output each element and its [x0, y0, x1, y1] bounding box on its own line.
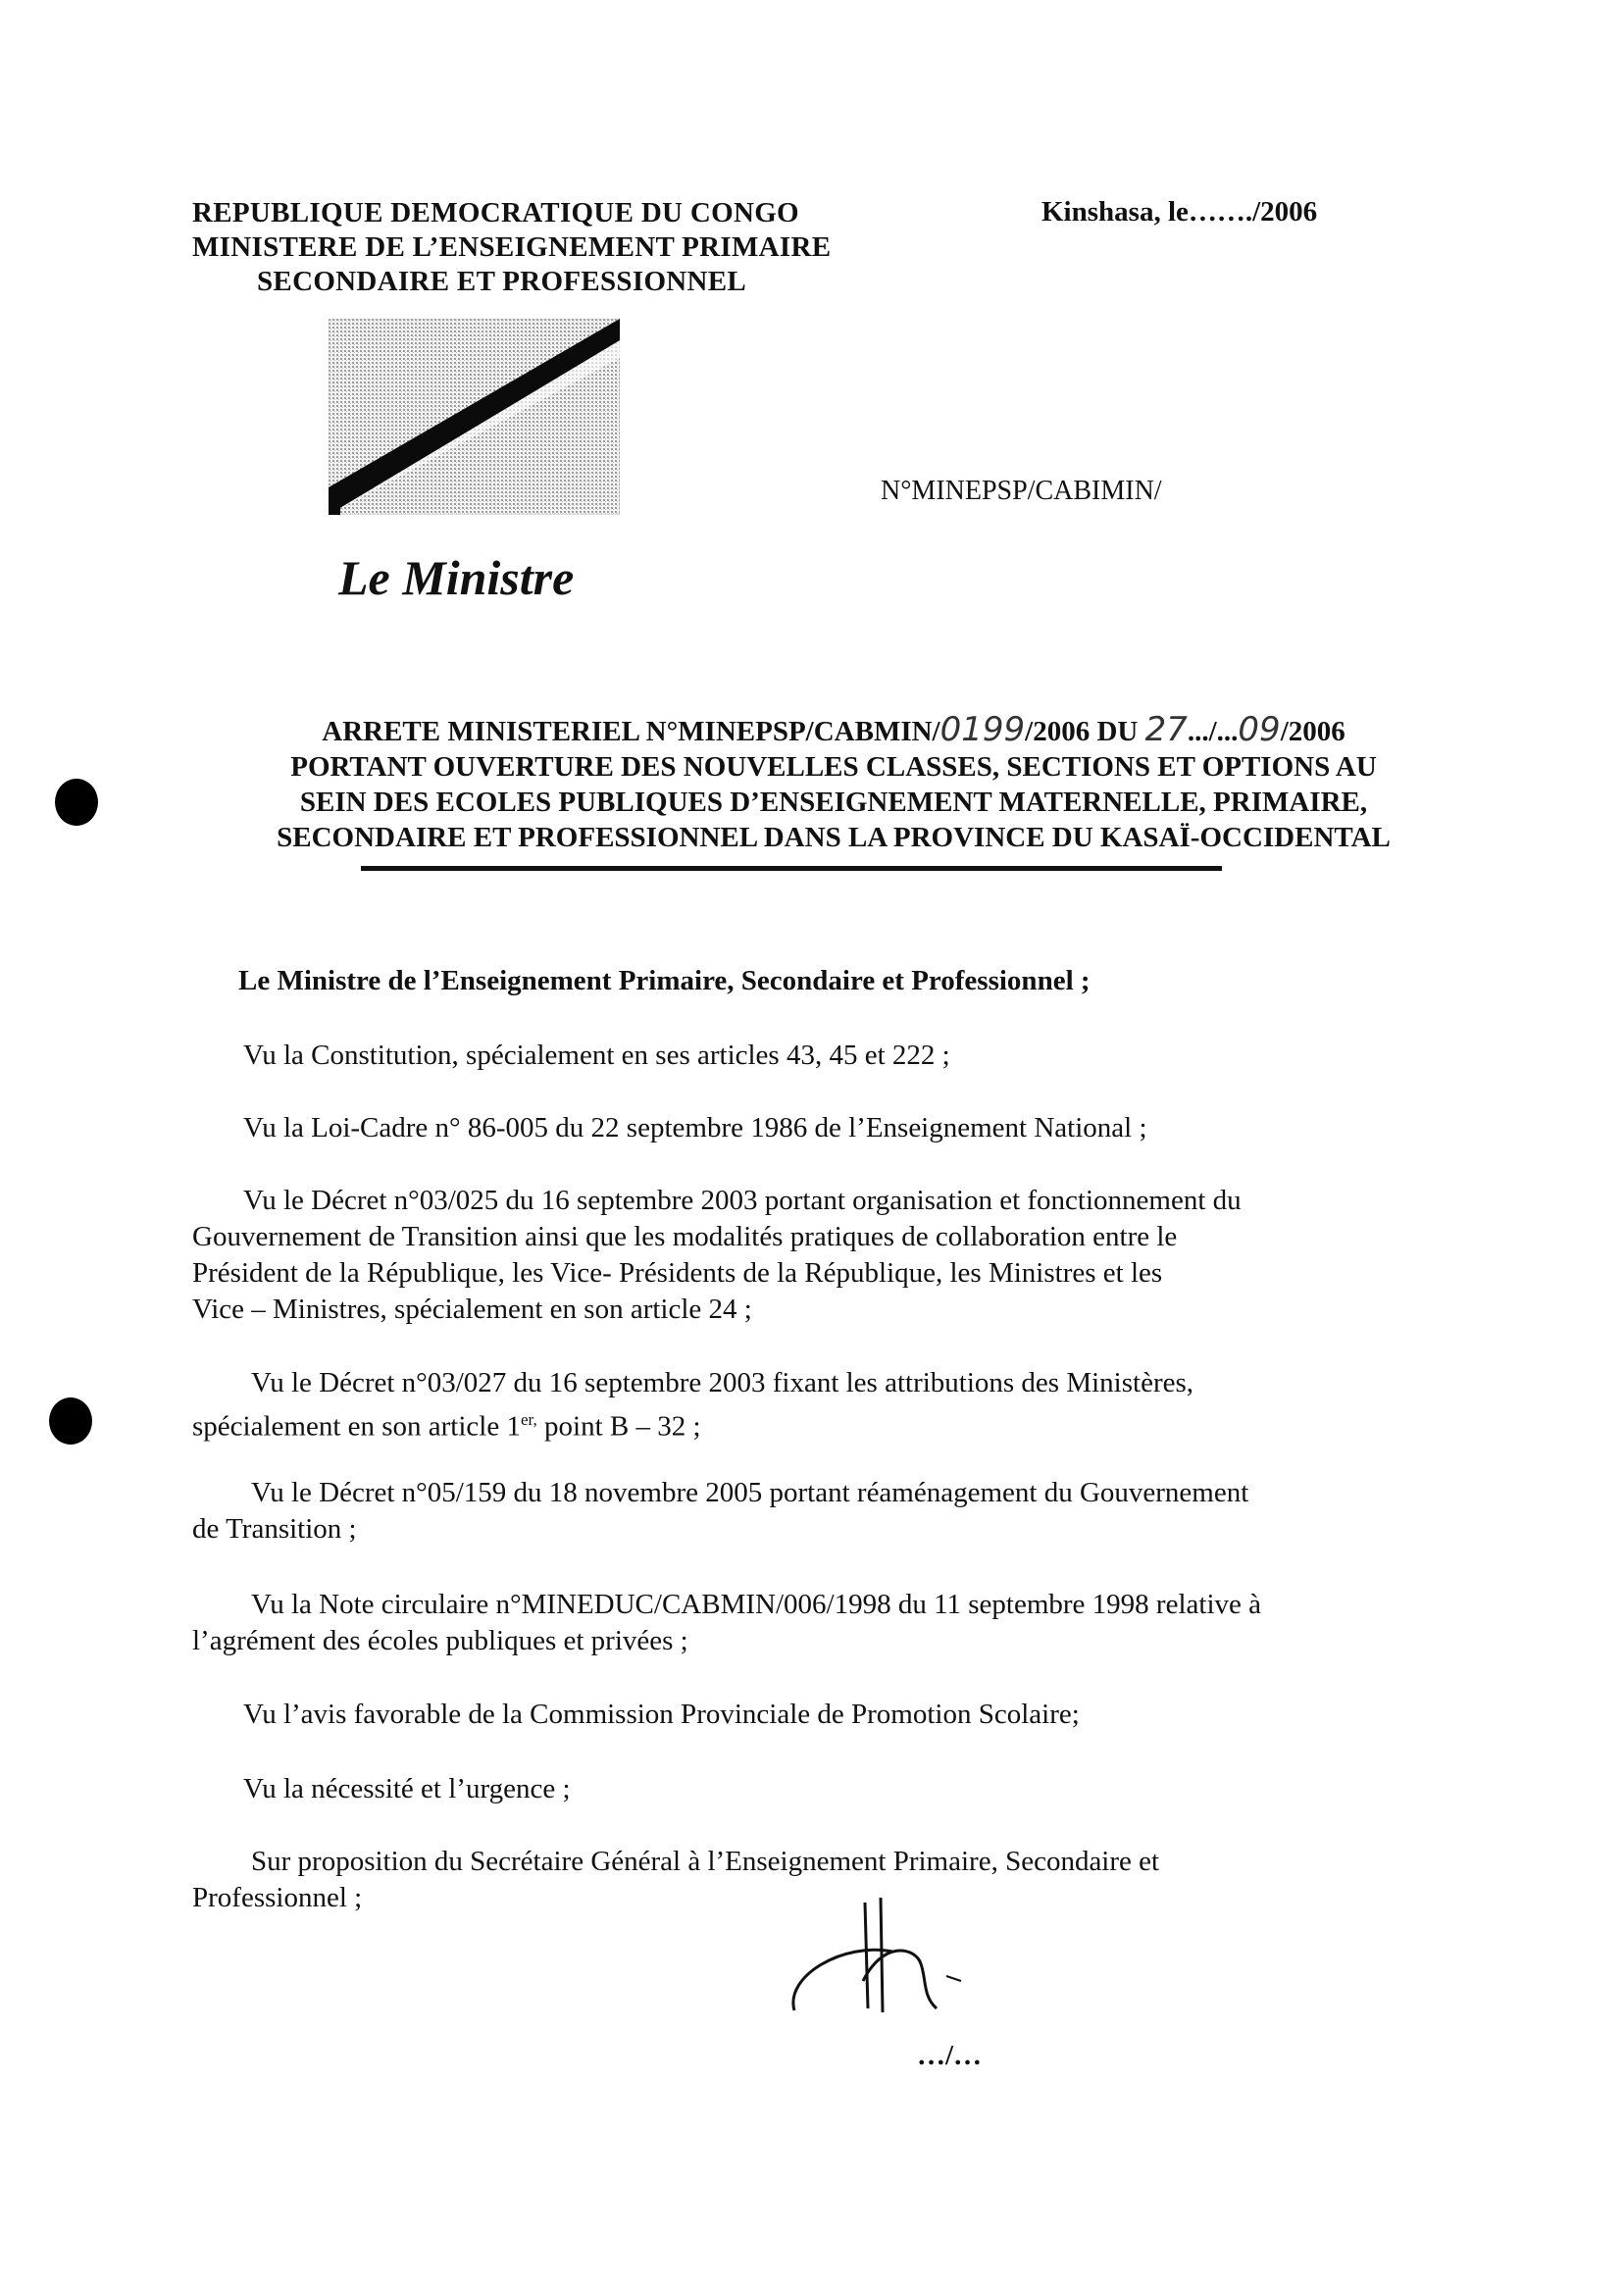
- reference-number: N°MINEPSP/CABIMIN/: [881, 476, 1162, 506]
- decree-number-prefix: ARRETE MINISTERIEL N°MINEPSP/CABMIN/: [322, 716, 940, 747]
- preamble-note-circulaire: [192, 1587, 1430, 1659]
- decret-03-027-line1: Vu le Décret n°03/027 du 16 septembre 2003 fixant les attributions des Ministères,: [251, 1367, 1194, 1398]
- page-continuation: …/…: [917, 2040, 983, 2071]
- decret-03-027-line2-start: spécialement en son article 1: [192, 1410, 521, 1443]
- preamble-intro: Le Ministre de l’Enseignement Primaire, Secondaire et Professionnel ;: [238, 965, 1091, 996]
- decret-03-027-line2-end: point B – 32 ;: [536, 1410, 701, 1443]
- preamble-decret-05-159: [192, 1475, 1430, 1548]
- preamble-constitution: Vu la Constitution, spécialement en ses articles 43, 45 et 222 ;: [243, 1040, 950, 1071]
- note-circulaire-line1: Vu la Note circulaire n°MINEDUC/CABMIN/006/1998 du 11 septembre 1998 relative à: [251, 1589, 1261, 1620]
- decret-03-027-superscript: er,: [520, 1410, 537, 1429]
- proposition-line1: Sur proposition du Secrétaire Général à l’Enseignement Primaire, Secondaire et: [251, 1846, 1160, 1877]
- signature-initials: [775, 1883, 990, 2020]
- decree-date-sep: .../...: [1187, 716, 1239, 747]
- header-ministry-line1: MINISTERE DE L’ENSEIGNEMENT PRIMAIRE: [192, 231, 832, 263]
- preamble-avis-favorable: Vu l’avis favorable de la Commission Provinciale de Promotion Scolaire;: [243, 1699, 1080, 1730]
- document-date: Kinshasa, le……./2006: [1041, 196, 1318, 228]
- preamble-loi-cadre: Vu la Loi-Cadre n° 86-005 du 22 septembre 1986 de l’Enseignement National ;: [243, 1112, 1147, 1143]
- decret-03-025-line2: Gouvernement de Transition ainsi que les modalités pratiques de collaboration entre le: [192, 1221, 1178, 1252]
- decree-day-handwritten: 27: [1144, 710, 1188, 749]
- decret-03-025-line3: Président de la République, les Vice- Présidents de la République, les Ministres et les: [192, 1257, 1163, 1289]
- preamble-decret-03-027: [192, 1365, 1430, 1446]
- minister-title: Le Ministre: [338, 550, 575, 605]
- preamble-decret-03-025: [192, 1183, 1430, 1328]
- title-underline: [361, 866, 1222, 871]
- decree-number-mid: /2006 DU: [1025, 716, 1145, 747]
- header-country: REPUBLIQUE DEMOCRATIQUE DU CONGO: [192, 197, 799, 228]
- flag-emblem: [329, 319, 620, 515]
- decree-title-line4: SECONDAIRE ET PROFESSIONNEL DANS LA PROVINCE DU KASAÏ-OCCIDENTAL: [277, 822, 1391, 853]
- decree-title-line2: PORTANT OUVERTURE DES NOUVELLES CLASSES, SECTIONS ET OPTIONS AU: [290, 751, 1377, 783]
- punch-hole-top: [55, 779, 98, 826]
- decree-year: /2006: [1280, 716, 1345, 747]
- proposition-line2: Professionnel ;: [192, 1882, 363, 1913]
- flag-icon: [329, 319, 620, 515]
- decree-month-handwritten: 09: [1238, 710, 1281, 749]
- decree-title: [196, 712, 1471, 855]
- decret-03-027-line2: [192, 1401, 1430, 1446]
- decret-05-159-line1: Vu le Décret n°05/159 du 18 novembre 2005 portant réaménagement du Gouvernement: [251, 1477, 1249, 1508]
- signature-icon: [775, 1883, 990, 2020]
- decree-title-line3: SEIN DES ECOLES PUBLIQUES D’ENSEIGNEMENT MATERNELLE, PRIMAIRE,: [299, 787, 1368, 818]
- decree-number-handwritten: 0199: [939, 710, 1026, 749]
- punch-hole-bottom: [49, 1397, 92, 1445]
- decret-05-159-line2: de Transition ;: [192, 1513, 357, 1545]
- decret-03-025-line4: Vice – Ministres, spécialement en son article 24 ;: [192, 1294, 752, 1325]
- header-ministry-line2: SECONDAIRE ET PROFESSIONNEL: [257, 266, 747, 297]
- note-circulaire-line2: l’agrément des écoles publiques et privées ;: [192, 1625, 688, 1656]
- preamble-urgence: Vu la nécessité et l’urgence ;: [243, 1773, 571, 1804]
- decree-title-line1: [196, 712, 1471, 749]
- decret-03-025-line1: Vu le Décret n°03/025 du 16 septembre 2003 portant organisation et fonctionnement du: [243, 1185, 1242, 1216]
